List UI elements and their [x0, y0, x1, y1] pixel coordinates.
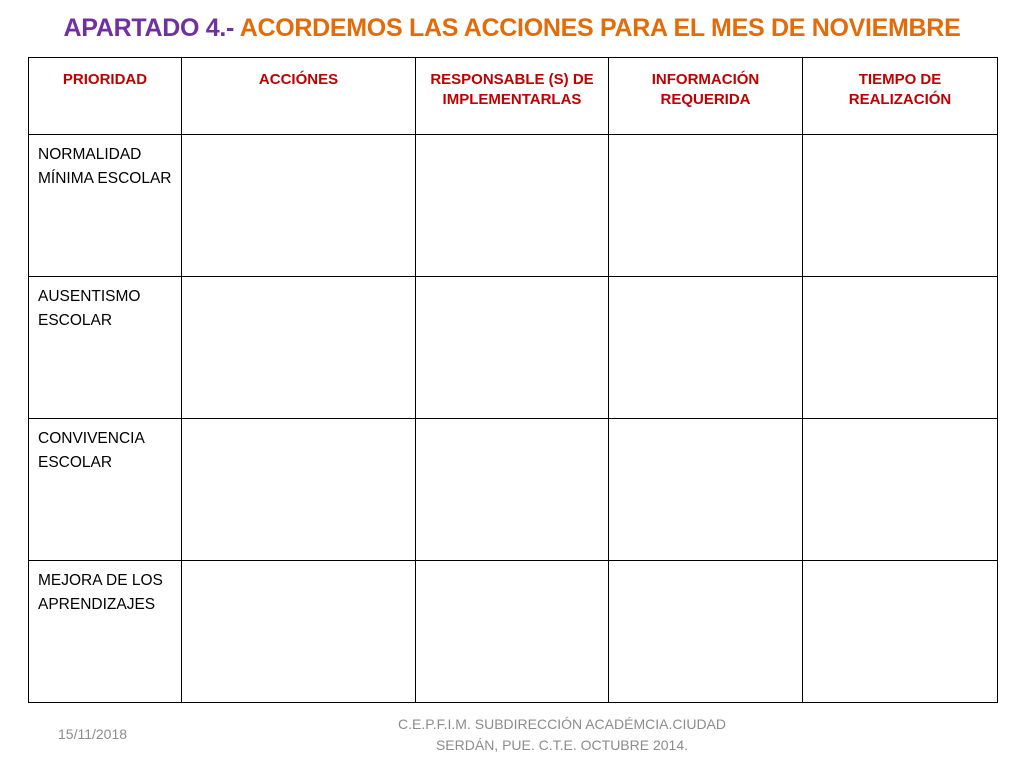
header-acciones: ACCIÓNES [182, 58, 416, 135]
footer-line-1: C.E.P.F.I.M. SUBDIRECCIÓN ACADÉMCIA.CIUDAD [397, 716, 726, 732]
header-prioridad: PRIORIDAD [29, 58, 182, 135]
slide-title [0, 14, 1024, 43]
header-informacion: INFORMACIÓN REQUERIDA [609, 58, 803, 135]
tiempo-cell[interactable] [803, 135, 998, 277]
acciones-cell[interactable] [182, 135, 416, 277]
header-tiempo: TIEMPO DE REALIZACIÓN [803, 58, 998, 135]
tiempo-cell[interactable] [803, 277, 998, 419]
title-section-label: APARTADO 4.- [63, 14, 235, 42]
footer-institution [372, 714, 752, 756]
acciones-cell[interactable] [182, 419, 416, 561]
tiempo-cell[interactable] [803, 419, 998, 561]
tiempo-cell[interactable] [803, 561, 998, 703]
responsable-cell[interactable] [416, 561, 609, 703]
informacion-cell[interactable] [609, 419, 803, 561]
action-plan-table [28, 57, 998, 703]
table-header-row [29, 58, 998, 135]
priority-cell: NORMALIDAD MÍNIMA ESCOLAR [29, 135, 182, 277]
priority-cell: CONVIVENCIA ESCOLAR [29, 419, 182, 561]
acciones-cell[interactable] [182, 277, 416, 419]
table-row [29, 277, 998, 419]
priority-cell: AUSENTISMO ESCOLAR [29, 277, 182, 419]
informacion-cell[interactable] [609, 561, 803, 703]
acciones-cell[interactable] [182, 561, 416, 703]
footer-line-2: SERDÁN, PUE. C.T.E. OCTUBRE 2014. [435, 737, 689, 753]
priority-cell: MEJORA DE LOS APRENDIZAJES [29, 561, 182, 703]
responsable-cell[interactable] [416, 135, 609, 277]
footer-date: 15/11/2018 [58, 726, 128, 742]
table-row [29, 419, 998, 561]
responsable-cell[interactable] [416, 277, 609, 419]
responsable-cell[interactable] [416, 419, 609, 561]
informacion-cell[interactable] [609, 277, 803, 419]
title-section-text: ACORDEMOS LAS ACCIONES PARA EL MES DE NOVIEMBRE [234, 14, 961, 42]
table-row [29, 561, 998, 703]
informacion-cell[interactable] [609, 135, 803, 277]
header-responsable: RESPONSABLE (S) DE IMPLEMENTARLAS [416, 58, 609, 135]
table-row [29, 135, 998, 277]
